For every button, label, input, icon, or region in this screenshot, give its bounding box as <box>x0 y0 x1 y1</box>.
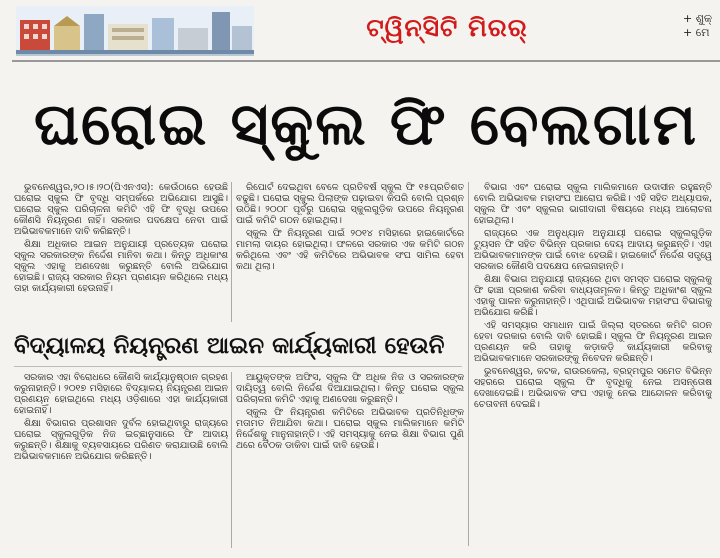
article-column-4 <box>14 372 228 548</box>
masthead-divider <box>12 60 720 62</box>
paragraph: ରାଜ୍ୟରେ ଏକ ଅନୁଧ୍ୟାନ ଅନୁଯାୟୀ ଘରୋଇ ସ୍କୁଲଗୁଡ଼ିକ ଟ୍ୟୁସନ ଫି ସହିତ ବିଭିନ୍ନ ପ୍ରକାର ଦେୟ ଆଦାୟ କରୁଛନ୍ତି। ଏହା ଅଭିଭାବକମାନଙ୍କ ପାଇଁ ବୋଝ ହେଉଛି। ହାଇକୋର୍ଟ ନିର୍ଦ୍ଦେଶ ସତ୍ତ୍ୱେ ସରକାର କୌଣସି ପଦକ୍ଷେପ ନେଇନାହାନ୍ତି। <box>474 228 712 272</box>
paragraph: ଆୟୁକ୍ତଙ୍କ ଅଫିସ, ସ୍କୁଲ ଫି ଅଧିକ ନିଜ ଓ ସରକାରଙ୍କ ଦାୟିତ୍ୱ ବୋଲି ନିର୍ଦ୍ଦେଶ ଦିଆଯାଇଥିଲା। କିନ୍ତୁ ଘରୋଇ ସ୍କୁଲ ପରିଚାଳନା କମିଟି ଏହାକୁ ଅଣଦେଖା କରୁଛନ୍ତି। <box>236 372 464 405</box>
article-column-3 <box>474 182 712 546</box>
edition-info <box>683 12 720 40</box>
skyline-illustration <box>16 6 254 54</box>
paragraph: ରିପୋର୍ଟ ଦେଇଥିବା ବେଳେ ପ୍ରତିବର୍ଷ ସ୍କୁଲ ଫି ୧୫ପ୍ରତିଶତ ବଢୁଛି। ଘରୋଇ ସ୍କୁଲ ପିଲାଙ୍କ ପଢ଼ାଇବା କିପରି ବୋଲି ପ୍ରଶ୍ନ ଉଠିଛି। ୨୦୦୮ ପୂର୍ବରୁ ଘରୋଇ ସ୍କୁଲଗୁଡ଼ିକ ଉପରେ ନିୟନ୍ତ୍ରଣ ପାଇଁ କମିଟି ଗଠନ ହୋଇଥିଲା। <box>236 182 464 226</box>
main-headline: ଘରୋଇ ସ୍କୁଲ ଫି ବେଲଗାମ <box>34 90 698 158</box>
paragraph: ଶିକ୍ଷା ବିଭାଗ ଅନୁଯାୟୀ ରାଜ୍ୟରେ ଥିବା ସମସ୍ତ ଘରୋଇ ସ୍କୁଲକୁ ଫି ଢାଞ୍ଚା ପ୍ରକାଶ କରିବା ବାଧ୍ୟତାମୂଳକ। କିନ୍ତୁ ଅଧିକାଂଶ ସ୍କୁଲ ଏହାକୁ ପାଳନ କରୁନାହାନ୍ତି। ଏଥିପାଇଁ ଅଭିଭାବକ ମହାସଂଘ ବିଭାଗକୁ ଅଭିଯୋଗ କରିଛି। <box>474 274 712 318</box>
paragraph: ସରକାର ଏହା ବିରୋଧରେ କୌଣସି କାର୍ଯ୍ୟାନୁଷ୍ଠାନ ଗ୍ରହଣ କରୁନାହାନ୍ତି। ୨୦୧୭ ମସିହାରେ ବିଦ୍ୟାଳୟ ନିୟନ୍ତ୍ରଣ ଆଇନ ପ୍ରଣୟନ ହୋଇଥିଲେ ମଧ୍ୟ ଓଡ଼ିଶାରେ ଏହା କାର୍ଯ୍ୟକାରୀ ହୋଇନାହିଁ। <box>14 372 228 416</box>
paragraph: ଶିକ୍ଷା ବିଭାଗର ପ୍ରଶାସନ ଦୁର୍ବଳ ହୋଇଥିବାରୁ ରାଜ୍ୟରେ ଘରୋଇ ସ୍କୁଲଗୁଡ଼ିକ ନିଜ ଇଚ୍ଛାନୁସାରେ ଫି ଆଦାୟ କରୁଛନ୍ତି। ଶିକ୍ଷାକୁ ବ୍ୟବସାୟରେ ପରିଣତ କରାଯାଉଛି ବୋଲି ଅଭିଭାବକମାନେ ଅଭିଯୋଗ କରିଛନ୍ତି। <box>14 418 228 462</box>
paragraph: ବିଭାଗ ଏବଂ ଘରୋଇ ସ୍କୁଲ ମାଲିକମାନେ ଉଦାସୀନ ରହୁଛନ୍ତି ବୋଲି ଅଭିଭାବକ ମହାସଂଘ ଆରୋପ କରିଛି। ଏହି ସହିତ ଅଧ୍ୟାପକ, ସ୍କୁଲ ଫି ଏବଂ ସ୍କୁଲର ଭାଗୀଦାରୀ ବିଷୟରେ ମଧ୍ୟ ଆଲୋଚନା ହୋଇଥିଲା। <box>474 182 712 226</box>
column-divider <box>231 372 232 548</box>
paragraph: ଭୁବନେଶ୍ୱର,୨୦।୫।୨୦(ପିଏନଏସ): କେଉଁଠାରେ ହେଉଛି ଘରୋଇ ସ୍କୁଲ ଫି ବୃଦ୍ଧି ସମ୍ପର୍କରେ ଅଭିଯୋଗ ଆସୁଛି। ଘରୋଇ ସ୍କୁଲ ପରିଚାଳନା କମିଟି ଏହି ଫି ବୃଦ୍ଧି ଉପରେ କୌଣସି ନିୟନ୍ତ୍ରଣ ନାହିଁ। ସରକାର ପଦକ୍ଷେପ ନେବା ପାଇଁ ଅଭିଭାବକମାନେ ଦାବି କରିଛନ୍ତି। <box>14 182 228 237</box>
paragraph: ଭୁବନେଶ୍ୱର, କଟକ, ରାଉରକେଲା, ବ୍ରହ୍ମପୁର ସମେତ ବିଭିନ୍ନ ସହରରେ ଘରୋଇ ସ୍କୁଲ ଫି ବୃଦ୍ଧିକୁ ନେଇ ଅସନ୍ତୋଷ ଦେଖାଦେଇଛି। ଅଭିଭାବକ ସଂଘ ଏହାକୁ ନେଇ ଆନ୍ଦୋଳନ କରିବାକୁ ଚେତାବନୀ ଦେଇଛି। <box>474 366 712 410</box>
column-divider <box>468 182 469 546</box>
paragraph: ଶିକ୍ଷା ଅଧିକାର ଆଇନ ଅନୁଯାୟୀ ପ୍ରତ୍ୟେକ ଘରୋଇ ସ୍କୁଲ ସରକାରଙ୍କ ନିର୍ଦ୍ଦେଶ ମାନିବା କଥା। କିନ୍ତୁ ଅଧିକାଂଶ ସ୍କୁଲ ଏହାକୁ ଅଣଦେଖା କରୁଛନ୍ତି ବୋଲି ଅଭିଯୋଗ ହୋଇଛି। ରାଜ୍ୟ ସରକାର ନିୟମ ପ୍ରଣୟନ କରିଥିଲେ ମଧ୍ୟ ତାହା କାର୍ଯ୍ୟକାରୀ ହେଉନାହିଁ। <box>14 239 228 294</box>
article-column-2 <box>236 182 464 322</box>
edition-line-day: + ଶୁକ୍ <box>683 12 713 25</box>
paragraph: ସ୍କୁଲ ଫି ନିୟନ୍ତ୍ରଣ ପାଇଁ ୨୦୧୪ ମସିହାରେ ହାଇକୋର୍ଟରେ ମାମଲା ଦାୟର ହୋଇଥିଲା। ଫଳରେ ସରକାର ଏକ କମିଟି ଗଠନ କରିଥିଲେ ଏବଂ ଏହି କମିଟିରେ ଅଭିଭାବକ ସଂଘ ସାମିଲ ହେବା କଥା ଥିଲା। <box>236 228 464 272</box>
sub-headline: ବିଦ୍ୟାଳୟ ନିୟନ୍ତ୍ରଣ ଆଇନ କାର୍ଯ୍ୟକାରୀ ହେଉନି <box>14 326 462 367</box>
paragraph: ଏହି ସମସ୍ୟାର ସମାଧାନ ପାଇଁ ଜିଲ୍ଲା ସ୍ତରରେ କମିଟି ଗଠନ ହେବା ଦରକାର ବୋଲି ଦାବି ହୋଇଛି। ସ୍କୁଲ ଫି ନିୟନ୍ତ୍ରଣ ଆଇନ ପ୍ରଣୟନ କରି ତାହାକୁ କଡ଼ାକଡ଼ି କାର୍ଯ୍ୟକାରୀ କରିବାକୁ ଅଭିଭାବକମାନେ ସରକାରଙ୍କୁ ନିବେଦନ କରିଛନ୍ତି। <box>474 320 712 364</box>
edition-line-date: + ମେ <box>683 26 710 39</box>
paper-name: ଟ୍ୱିନ୍‌ସିଟି ମିରର୍ <box>366 13 528 42</box>
city-skyline-banner <box>16 6 254 56</box>
masthead <box>0 0 720 72</box>
article-column-1 <box>14 182 228 322</box>
paragraph: ସ୍କୁଲ ଫି ନିୟନ୍ତ୍ରଣ କମିଟିରେ ଅଭିଭାବକ ପ୍ରତିନିଧିଙ୍କ ମତାମତ ନିଆଯିବା କଥା। ଘରୋଇ ସ୍କୁଲ ମାଲିକମାନେ କମିଟି ନିର୍ଦ୍ଦେଶକୁ ମାନୁନାହାନ୍ତି। ଏହି ସମସ୍ୟାକୁ ନେଇ ଶିକ୍ଷା ବିଭାଗ ପୁଣି ଥରେ ବୈଠକ ଡାକିବା ପାଇଁ ଦାବି ହେଉଛି। <box>236 407 464 451</box>
article-column-5 <box>236 372 464 548</box>
column-divider <box>231 182 232 322</box>
